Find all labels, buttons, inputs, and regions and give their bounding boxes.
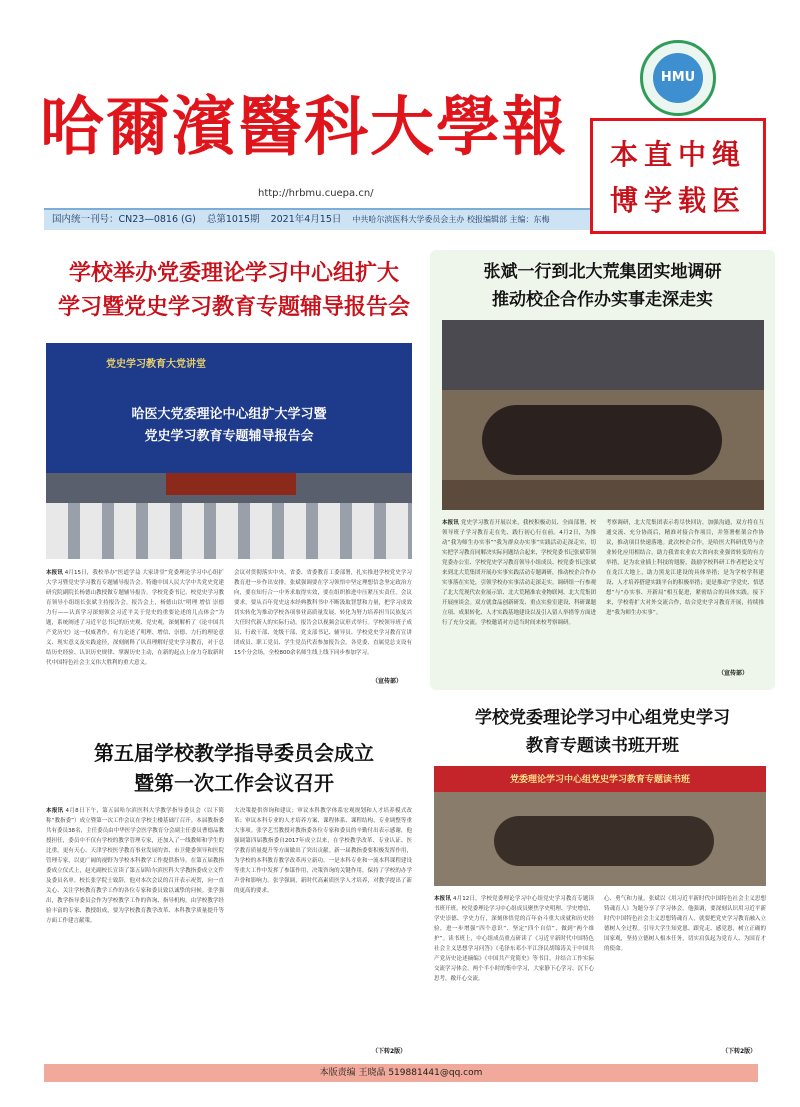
article3-lead: 本报讯 — [434, 896, 452, 902]
photo1-banner-line1: 哈医大党委理论中心组扩大学习暨 — [131, 407, 327, 422]
serial-number: 国内统一刊号：CN23—0816 (G) — [52, 214, 196, 225]
article1-headline[interactable] — [44, 256, 424, 324]
article4-headline-line2: 暨第一次工作会议召开 — [134, 771, 334, 795]
article3-headline-line2: 教育专题读书班开班 — [526, 736, 679, 756]
logo-emblem: HMU — [653, 53, 703, 103]
article2-headline-line2: 推动校企合作办实事走深走实 — [492, 290, 713, 310]
article1-signoff: （宣传部） — [372, 678, 403, 685]
article4-lead: 本报讯 — [46, 808, 64, 814]
sponsor-line: 中共哈尔滨医科大学委员会主办 校报编辑部 主编：东梅 — [352, 215, 550, 224]
article2-photo — [442, 320, 764, 510]
article4-body-left — [46, 806, 224, 1058]
article1-text-left: 4月15日，我校举办“医道学益 大家讲堂”党委理论学习中心组扩大学习暨党史学习教育专题辅导报告会。特邀中国人民大学中共党史党建研究院副院长杨德山教授做专题辅导报告。学校党委书记、校党史学习教育领导小组组长张斌主持报告会。报告会上，杨德山以“明理 增信 崇德 力行——认真学习深刻领会习近平关于党史的重要论述的几点体会”为题，系统阐述了习近平总书记的历史观、党史观，深刻解析了《论中国共产党历史》这一权威著作，有力论述了明理、增信、崇德、力行的理论意义、现实意义及实践途径，深刻阐释了认真理解好党史学习教育，对于总结历史经验、认识历史规律、掌握历史主动，在新的起点上奋力夺取新时代中国特色社会主义伟大胜利的重大意义。 — [46, 570, 224, 666]
article4-body-right: 大决策提供咨询和建议；审议本科教学体系宏观规划和人才培养模式改革；审议本科专业的人才培养方案、课程体系、课程结构、专业调整等重大事项。张学艺雪教授对教指委各位专家和委员的辛勤付出表示感谢，他强调第四届教指委自2017年成立以来，在学校教学改革、专业认证、医学教育质量提升等方面做出了突出贡献。新一届教指委要积极发挥作用，为学校的本科教育教学改革再立新功。一是本科专业和一流本科课程建设等重大工作中发挥了参谋作用，决策咨询的关键作用，保持了学校的办学声誉和影响力。张学强调，新时代高素质医学人才培养，对教学提出了新的更高的要求。 — [234, 808, 412, 894]
article1-body-right: 会议对贯彻落实中央、省委、省委教育工委部署，扎实推进学校党史学习教育进一步作出安排。张斌强调要在学习领悟中坚定理想信念坚定政治方向，要在知行合一中务求取得实效，要在组织推进中压紧压实责任。会议要求，要从百年党史这本经典教科书中不断汲取智慧和力量，把学习成效切实转化为推动学校各项事业高质量发展、转化为努力培养担当民族复兴大任时代新人的实际行动。报告会以视频会议形式举行。学校领导班子成员、行政干部、处级干部、党支部书记、辅导员、学校党史学习教育宣讲团成员、职工党员、学生党员代表参加报告会。各党委、直属党总支设有15个分会场，全校800余名师生线上线下同步参加学习。 — [234, 570, 412, 656]
article2-headline-line1: 张斌一行到北大荒集团实地调研 — [483, 262, 722, 282]
article2-text-left: 党史学习教育开展以来，我校积极动员、全面部署，校领导班子学习教育走在先、践行初心行在前。4月2日，为推动“我为师生办实事”“我为群众办实事”实践活动走深走实，切实把学习教育同解决实际问题结合起来，学校党委书记张斌带领党委办公室、学校党史学习教育领导小组成员、校党委书记张斌来到北大荒集团开展办实事实践活动专题调研，推动校企合作办实事落在实处，引领学校办实事活动走深走实。调研组一行参观了北大荒现代农业展示馆、北大荒精准农业物联网、北大荒集团开展座谈会。双方就食品创新研发、重点实验室建设、科研课题立项、成果转化、人才实践基地建设以及引入留人举措等方面进行了充分交流。学校邀请对方适当时间来校考察调研。 — [442, 520, 596, 626]
article4-headline-line1: 第五届学校教学指导委员会成立 — [94, 741, 374, 765]
page-footer: 本版责编 王晓晶 519881441@qq.com — [44, 1064, 758, 1082]
article3-headline[interactable] — [430, 704, 775, 760]
article2-headline[interactable] — [430, 258, 775, 314]
issue-number: 总第1015期 — [206, 214, 260, 225]
issue-date: 2021年4月15日 — [270, 214, 342, 225]
article3-signoff: （下转2版） — [722, 1048, 757, 1055]
article2-signoff: （宣传部） — [718, 670, 749, 677]
article3-body-left — [434, 894, 594, 1056]
article3-headline-line1: 学校党委理论学习中心组党史学习 — [475, 708, 730, 728]
article1-headline-line2: 学习暨党史学习教育专题辅导报告会 — [57, 294, 410, 320]
photo3-banner: 党委理论学习中心组党史学习教育专题读书班 — [509, 775, 690, 785]
article1-photo — [46, 343, 412, 559]
article2-body-right: 考察调研，北大荒集团表示将尽快回访，加强沟通，双方将在互通交流、充分协商后，精准对接合作项目，并签署框架合作协议，推动项目快速落地。此次校企合作，是哈医大科研优势与企业转化应用相结合，助力我省农业农大省向农业强省转变的有力举措，是为农业插上科技的翅膀，鼓励学校科研工作者把论文写在龙江大地上，助力黑龙江建设的具体举措；是为学校学科建设、人才培养搭建实践平台的积极举措；更是推动“学党史、悟思想”与“办实事、开新局”相互促进，紧密结合的具体实践。接下来，学校将扩大对外交流合作，结合党史学习教育开展，持续推进“我为师生办实事”。 — [606, 520, 764, 616]
article1-lead: 本报讯 — [46, 570, 63, 576]
article4-headline[interactable] — [44, 738, 424, 798]
article1-headline-line1: 学校举办党委理论学习中心组扩大 — [68, 260, 399, 286]
article3-text-left: 4月12日，学校党委理论学习中心组党史学习教育专题读书班开班。校党委理论学习中心组成员聚焦学史明理、学史增信、学史崇德、学史力行，深刻体悟党的百年奋斗重大成就和历史经验，进一步增强“四个意识”、坚定“四个自信”、做到“两个维护”。读书班上，中心组成员重点研读了《习近平新时代中国特色社会主义思想学习问答》《毛泽东邓小平江泽民胡锦涛关于中国共产党历史论述摘编》《中国共产党简史》等书目，并结合工作实际交流学习体会。两个半小时的集中学习，大家静下心学习、沉下心思考，敞开心交流。 — [434, 896, 594, 982]
motto-line-2: 博学载医 — [609, 184, 746, 217]
photo1-banner-top: 党史学习教育大党讲堂 — [106, 359, 206, 370]
motto-line-1: 本直中绳 — [609, 138, 746, 171]
article4-signoff: （下转2版） — [372, 1048, 407, 1055]
article2-body-left — [442, 518, 596, 678]
article4-text-left: 4月8日下午，第五届哈尔滨医科大学教学指导委员会（以下简称“教指委”）成立暨第一次工作会议在学校主楼基础厅召开。本届教指委共有委员38名，主任委员由中华医学会医学教育分会副主任委员曹德品教授担任，委员中不仅有学校的教学管理专家，还加入了一线教师和学生的比重，更有天心、天津学校医学教育事业发展的省、市卫健委领导和医院管理专家，以更广阔的视野为学校本科教学工作提供指导。在第五届教指委成立仪式上，赵光副校长宣读了第五届哈尔滨医科大学教指委成立文件及委员名单。校长张学院士致辞，他对本次会议的召开表示祝贺，向一直关心、关注学校教育教学工作的各位专家和委员致以诚挚的问候。张学强出，教学指导委员会作为学校教学工作的咨询、指导机构，由学校教学经验丰富的专家、教授组成，要为学校教育教学改革、本科教学质量提升等方面工作建言献策。 — [46, 808, 224, 924]
motto-box — [590, 118, 766, 234]
newspaper-url[interactable]: http://hrbmu.cuepa.cn/ — [258, 188, 374, 199]
article3-body-right: 心、勇气和力量。张斌以《用习近平新时代中国特色社会主义思想铸魂育人》为题分享了学习体会。他强调，要深刻认识用习近平新时代中国特色社会主义思想铸魂育人，就要把党史学习教育融入立德树人全过程。引导大学生知党恩、跟党走、感党恩，树立正确的国家观，坚持立德树人根本任务，切实肩负起为党育人、为国育才的使命。 — [604, 896, 766, 952]
masthead-title: 哈爾濱醫科大學報 — [40, 90, 568, 165]
article3-photo — [434, 766, 766, 886]
university-logo — [640, 40, 716, 116]
issue-info-bar — [44, 208, 590, 230]
photo1-banner-line2: 党史学习教育专题辅导报告会 — [144, 429, 314, 444]
article1-body-left — [46, 568, 224, 684]
article2-lead: 本报讯 — [442, 520, 459, 526]
